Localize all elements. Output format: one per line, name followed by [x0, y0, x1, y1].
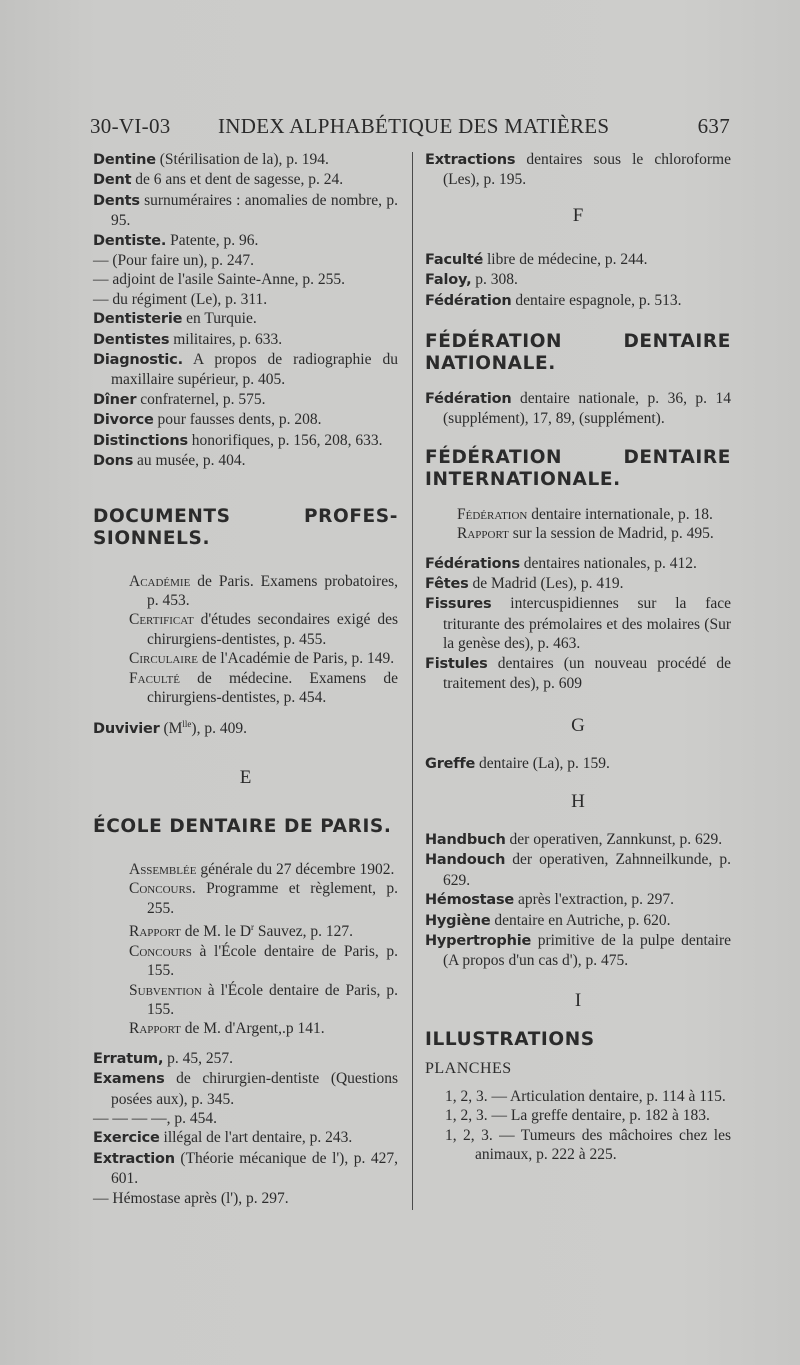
right-column [425, 150, 731, 1164]
sub-entry: Rapport de M. le $D^r$ Sauvez, p. 127. [129, 922, 354, 941]
sub-entry: Faculté de médecine. Examens de chirurgiens-dentistes, p. 454. [129, 669, 398, 706]
index-entry: Exercice illégal de l'art dentaire, p. 243. [93, 1129, 353, 1147]
index-entry: Erratum, p. 45, 257. [93, 1049, 234, 1067]
letter-divider: H [571, 790, 585, 812]
index-entry: Fêtes de Madrid (Les), p. 419. [425, 575, 624, 593]
subsection-heading: PLANCHES [425, 1059, 512, 1077]
index-entry: Faloy, p. 308. [425, 271, 518, 289]
sub-entry: Rapport de M. d'Argent,.p 141. [129, 1020, 325, 1038]
section-heading: ILLUSTRATIONS [425, 1028, 595, 1050]
page-header [90, 114, 730, 144]
letter-divider: F [572, 204, 584, 226]
index-entry: Diagnostic. A propos de radiographie du maxillaire supérieur, p. 405. [93, 351, 398, 389]
sub-entry: 1, 2, 3. — La greffe dentaire, p. 182 à 183. [445, 1107, 710, 1125]
letter-divider: E [239, 766, 252, 788]
index-entry: Dentiste. Patente, p. 96. [93, 231, 259, 249]
index-entry: Dent de 6 ans et dent de sagesse, p. 24. [93, 171, 344, 189]
left-column [93, 150, 398, 1208]
index-entry: Hémostase après l'extraction, p. 297. [425, 891, 674, 909]
index-entry: Dentine (Stérilisation de la), p. 194. [93, 151, 329, 168]
index-entry: Faculté libre de médecine, p. 244. [425, 250, 648, 268]
index-entry: Greffe dentaire (La), p. 159. [425, 754, 610, 772]
sub-entry: Assemblée générale du 27 décembre 1902. [129, 860, 395, 878]
sub-entry: Subvention à l'École dentaire de Paris, p. 155. [129, 981, 398, 1018]
index-entry: Hypertrophie primitive de la pulpe dentaire (A propos d'un cas d'), p. 475. [425, 931, 731, 970]
sub-entry: Concours à l'École dentaire de Paris, p. 155. [129, 942, 398, 980]
sub-entry: 1, 2, 3. — Tumeurs des mâchoires chez les animaux, p. 222 à 225. [445, 1126, 731, 1163]
index-entry: Dons au musée, p. 404. [93, 452, 246, 470]
index-entry: Handouch der operativen, Zahnneilkunde, p. 629. [425, 851, 731, 889]
section-heading: DOCUMENTS PROFES-SIONNELS. [93, 505, 398, 549]
sub-entry: Académie de Paris. Examens probatoires, p. 453. [129, 572, 398, 609]
index-entry: Duvivier $(M^{lle})$, p. 409. [93, 719, 247, 738]
sub-entry: Rapport sur la session de Madrid, p. 495. [457, 525, 714, 543]
sub-entry: Circulaire de l'Académie de Paris, p. 149. [129, 650, 395, 668]
index-entry: — — — —, p. 454. [93, 1109, 217, 1127]
header-title: INDEX ALPHABÉTIQUE DES MATIÈRES [218, 114, 610, 138]
sub-entry: Certificat d'études secondaires exigé des chirurgiens-dentistes, p. 455. [129, 611, 398, 648]
index-entry: Fistules dentaires (un nouveau procédé de traitement des), p. 609 [425, 654, 731, 693]
header-date: 30-VI-03 [90, 114, 171, 138]
sub-entry: Fédération dentaire internationale, p. 18. [457, 505, 713, 523]
index-entry: Divorce pour fausses dents, p. 208. [93, 411, 322, 429]
index-entry: Hygiène dentaire en Autriche, p. 620. [425, 911, 671, 929]
sub-entry: Concours. Programme et règlement, p. 255. [129, 880, 398, 917]
section-heading: FÉDÉRATION DENTAIRE INTERNATIONALE. [425, 446, 731, 490]
index-entry: Fédération dentaire nationale, p. 36, p. 14 (supplément), 17, 89, (supplément). [425, 390, 731, 428]
index-entry: Examens de chirurgien-dentiste (Questions posées aux), p. 345. [93, 1070, 398, 1108]
page-number: 637 [697, 114, 730, 138]
index-entry: Dentistes militaires, p. 633. [93, 330, 283, 348]
index-entry: Distinctions honorifiques, p. 156, 208, 633. [93, 431, 383, 449]
letter-divider: I [574, 989, 582, 1011]
index-entry: Extraction (Théorie mécanique de l'), p. 427, 601. [93, 1149, 398, 1188]
index-entry: — du régiment (Le), p. 311. [93, 290, 268, 308]
index-entry: Fédération dentaire espagnole, p. 513. [425, 291, 682, 309]
index-entry: — (Pour faire un), p. 247. [93, 252, 254, 270]
index-entry: — adjoint de l'asile Sainte-Anne, p. 255. [93, 271, 346, 289]
index-entry: Handbuch der operativen, Zannkunst, p. 629. [425, 830, 723, 848]
index-entry: Dentisterie en Turquie. [93, 310, 257, 328]
column-divider [412, 152, 413, 1210]
index-entry: Dents surnuméraires : anomalies de nombre, p. 95. [93, 191, 398, 230]
index-entry: Fédérations dentaires nationales, p. 412. [425, 554, 697, 572]
index-entry: Dîner confraternel, p. 575. [93, 390, 266, 408]
letter-divider: G [571, 714, 585, 736]
section-heading: FÉDÉRATION DENTAIRE NATIONALE. [425, 331, 731, 375]
index-entry: Fissures intercuspidiennes sur la face triturante des prémolaires et des molaires (Sur la genèse des), p. 463. [425, 595, 731, 653]
section-heading: ÉCOLE DENTAIRE DE PARIS. [93, 815, 392, 837]
sub-entry: 1, 2, 3. — Articulation dentaire, p. 114 à 115. [445, 1087, 726, 1105]
index-entry: — Hémostase après (l'), p. 297. [93, 1189, 289, 1207]
index-entry: Extractions dentaires sous le chloroforme (Les), p. 195. [425, 151, 731, 189]
